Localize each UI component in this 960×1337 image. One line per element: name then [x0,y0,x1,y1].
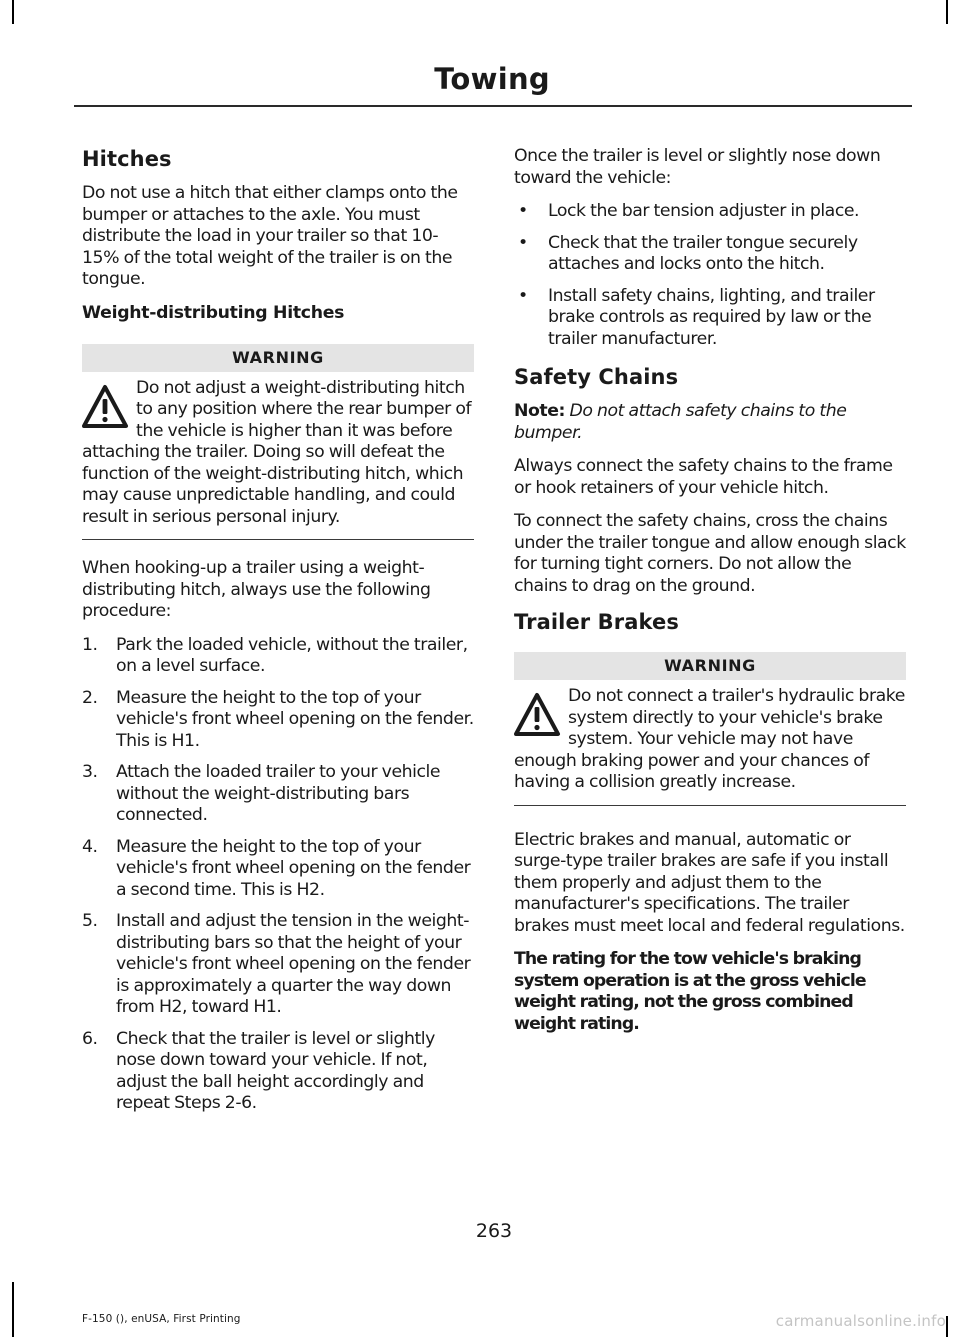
page-title: Towing [434,62,550,96]
weight-distributing-heading: Weight-distributing Hitches [82,302,345,323]
level-checklist [514,201,906,350]
list-item-text: Install safety chains, lighting, and trailer brake controls as required by law or the trailer manufacturer. [548,285,875,349]
procedure-step [82,688,474,753]
step-text: Park the loaded vehicle, without the trailer, on a level surface. [116,634,468,676]
bullet: • [518,201,528,221]
warning-box-brakes [514,652,906,806]
header-divider [74,105,912,107]
chains-paragraph-1: Always connect the safety chains to the frame or hook retainers of your vehicle hitch. [514,456,893,498]
hitches-paragraph: Do not use a hitch that either clamps onto the bumper or attaches to the axle. You must distribute the load in your trailer so that 10-15% of the total weight of the trailer is on the tongue. [82,183,458,289]
warning-label: WARNING [82,344,474,372]
chains-paragraph-2: To connect the safety chains, cross the chains under the trailer tongue and allow enough slack for turning tight corners. Do not allow the chains to drag on the ground. [514,511,906,596]
step-number: 1. [82,634,98,655]
watermark: carmanualsonline.info [775,1312,946,1330]
step-text: Install and adjust the tension in the weight-distributing bars so that the height of your vehicle's front wheel opening on the fender is approximately a quarter the way down from H2, toward H1. [116,911,471,1017]
warning-text: Do not connect a trailer's hydraulic brake system directly to your vehicle's brake system. Your vehicle may not have enough braking power and your chances of having a collision greatly increase. [514,686,905,792]
procedure-step [82,911,474,1019]
list-item [514,201,906,223]
list-item-text: Check that the trailer tongue securely attaches and locks onto the hitch. [548,232,858,274]
crop-mark-bottom-right [946,1316,948,1337]
warning-label: WARNING [514,652,906,680]
step-number: 2. [82,687,98,708]
bullet: • [518,285,528,306]
list-item [514,286,906,351]
right-column [514,146,906,1047]
step-text: Measure the height to the top of your vehicle's front wheel opening on the fender. This is H1. [116,687,474,751]
step-number: 4. [82,836,98,857]
note-label: Note: [514,401,565,421]
brakes-paragraph: Electric brakes and manual, automatic or surge-type trailer brakes are safe if you install them properly and adjust them to the manufacturer's specifications. The trailer brakes must meet local and federal regulations. [514,829,905,936]
list-item-text: Lock the bar tension adjuster in place. [548,201,860,221]
step-text: Measure the height to the top of your vehicle's front wheel opening on the fender a second time. This is H2. [116,836,471,900]
warning-triangle-icon [80,382,130,432]
note [514,401,906,444]
crop-mark-top-left [12,0,14,24]
step-text: Attach the loaded trailer to your vehicle without the weight-distributing bars connected. [116,762,441,825]
left-column [82,146,474,1125]
hitches-heading: Hitches [82,147,172,171]
procedure-step [82,837,474,902]
step-number: 5. [82,911,98,931]
crop-mark-bottom-left [12,1282,14,1337]
procedure-steps [82,635,474,1115]
crop-mark-top-right [946,0,948,24]
edition-footer: F-150 (), enUSA, First Printing [82,1313,241,1325]
level-intro: Once the trailer is level or slightly nose down toward the vehicle: [514,146,881,188]
note-text: Do not attach safety chains to the bumper. [514,401,847,443]
procedure-step [82,1029,474,1115]
step-number: 3. [82,762,98,782]
procedure-intro: When hooking-up a trailer using a weight-distributing hitch, always use the following procedure: [82,558,431,621]
safety-chains-heading: Safety Chains [514,365,679,389]
bullet: • [518,232,528,253]
braking-rating-paragraph: The rating for the tow vehicle's braking system operation is at the gross vehicle weight rating, not the gross combined weight rating. [514,949,866,1034]
warning-text: Do not adjust a weight-distributing hitch to any position where the rear bumper of the vehicle is higher than it was before attaching the trailer. Doing so will defeat the function of the weight-distributing hitch, which may cause unpredictable handling, and could result in serious personal injury. [82,377,472,527]
procedure-step [82,762,474,827]
warning-body [82,378,474,541]
procedure-step [82,635,474,678]
warning-box-hitch [82,344,474,541]
step-number: 6. [82,1028,98,1049]
page-number: 263 [475,1220,513,1242]
step-text: Check that the trailer is level or slightly nose down toward your vehicle. If not, adjust the ball height accordingly and repeat Steps 2-6. [116,1028,435,1113]
list-item [514,233,906,276]
warning-body [514,686,906,806]
trailer-brakes-heading: Trailer Brakes [514,610,679,634]
warning-triangle-icon [512,690,562,740]
